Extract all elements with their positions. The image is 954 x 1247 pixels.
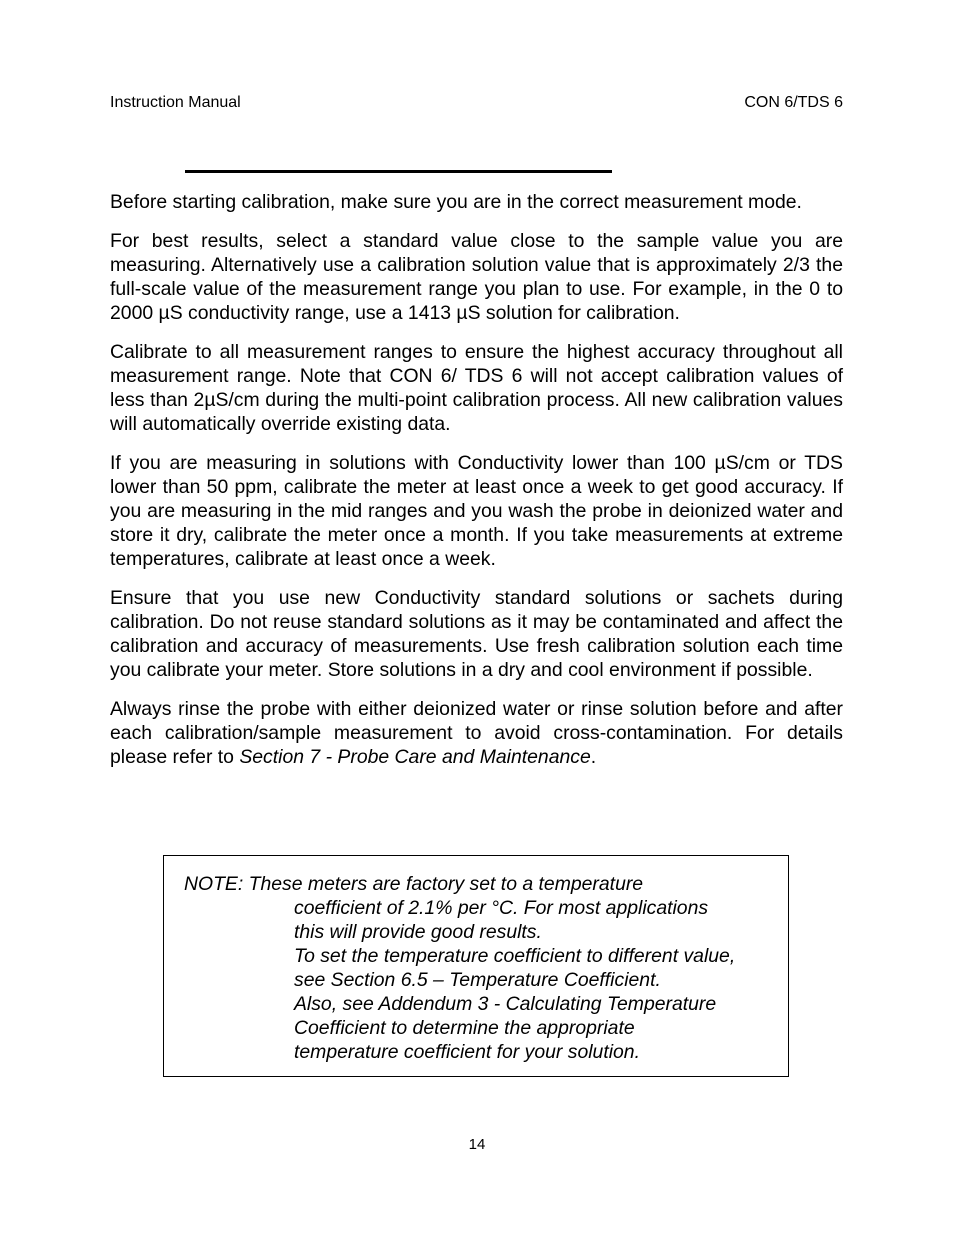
paragraph-fresh-solutions: Ensure that you use new Conductivity standard solutions or sachets during calibration. Do not reuse standard solutions as it may be contaminated and affect the calibration and accuracy of measurements. Use fresh calibration solution each time you calibrate your meter. Store solutions in a dry and cool environment if possible. [110, 587, 843, 681]
section-heading-rule [185, 170, 612, 173]
note-line: NOTE: These meters are factory set to a temperature [184, 873, 644, 895]
paragraph-calibrate-all-ranges: Calibrate to all measurement ranges to ensure the highest accuracy throughout all measurement range. Note that CON 6/ TDS 6 will not accept calibration values of less than 2µS/cm during the multi-point calibration process. All new calibration values will automatically override existing data. [110, 341, 843, 435]
note-line: Coefficient to determine the appropriate [294, 1017, 635, 1039]
paragraph-best-results: For best results, select a standard value close to the sample value you are measuring. Alternatively use a calibration solution value that is approximately 2/3 the full-scale value of the measurement range you plan to use. For example, in the 0 to 2000 µS conductivity range, use a 1413 µS solution for calibration. [110, 230, 843, 324]
paragraph-rinse-probe [110, 697, 843, 769]
header-model-name: CON 6/TDS 6 [744, 94, 843, 111]
note-line: this will provide good results. [294, 921, 542, 943]
note-line: see Section 6.5 – Temperature Coefficient. [294, 969, 661, 991]
calibration-body-text [110, 190, 843, 784]
header-manual-title: Instruction Manual [110, 94, 241, 111]
note-box [163, 855, 789, 1077]
note-text [184, 872, 784, 1064]
note-line: Also, see Addendum 3 - Calculating Temperature [294, 993, 717, 1015]
note-line: temperature coefficient for your solution. [294, 1041, 640, 1063]
rinse-text-end: . [590, 746, 597, 768]
page-number: 14 [468, 1136, 486, 1153]
rinse-text: Always rinse the probe with either deionized water or rinse solution before and after each calibration/sample measurement to avoid cross-contamination. For details please refer to [110, 698, 843, 768]
section-7-reference: Section 7 - Probe Care and Maintenance [239, 746, 591, 768]
note-line: To set the temperature coefficient to different value, [294, 945, 736, 967]
note-line: coefficient of 2.1% per °C. For most applications [294, 897, 709, 919]
paragraph-measurement-mode: Before starting calibration, make sure you are in the correct measurement mode. [110, 191, 802, 213]
paragraph-calibration-frequency: If you are measuring in solutions with Conductivity lower than 100 µS/cm or TDS lower than 50 ppm, calibrate the meter at least once a week to get good accuracy. If you are measuring in the mid ranges and you wash the probe in deionized water and store it dry, calibrate the meter once a month. If you take measurements at extreme temperatures, calibrate at least once a week. [110, 452, 843, 570]
